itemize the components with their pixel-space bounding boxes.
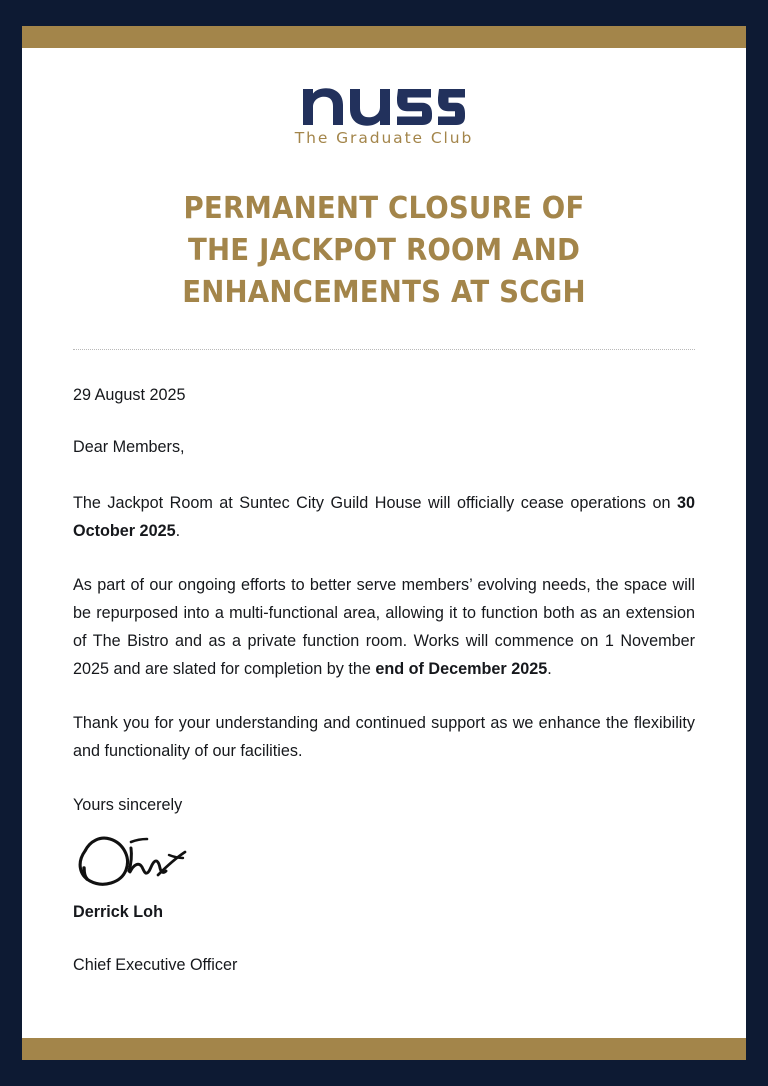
letter-date: 29 August 2025 — [73, 386, 186, 404]
letter-salutation: Dear Members, — [73, 438, 185, 456]
top-gold-accent-bar — [22, 26, 746, 48]
page-title-line-3: ENHANCEMENTS AT SCGH — [182, 275, 586, 310]
page-title-line-2: THE JACKPOT ROOM AND — [187, 233, 581, 268]
signer-title: Chief Executive Officer — [73, 956, 238, 974]
letter-page — [22, 26, 746, 1060]
letter-closing: Yours sincerely — [73, 796, 183, 814]
paragraph-2-text-lead: As part of our ongoing efforts to better serve members’ evolving needs, the space will be repurposed into a multi-functional area, allowing it to function both as an extension of The Bistro and as a private function room. Works will commence on 1 November 2025 and are slated for completion by the — [73, 576, 695, 678]
page-title-line-1: PERMANENT CLOSURE OF — [183, 191, 585, 226]
page-title — [106, 188, 662, 314]
page-content — [22, 48, 746, 1038]
completion-date-emphasis: end of December 2025 — [375, 660, 548, 678]
paragraph-2-text-tail: . — [547, 660, 552, 678]
nuss-logo — [22, 78, 746, 147]
closure-date-emphasis: 30 October 2025 — [73, 494, 695, 540]
logo-tagline: The Graduate Club — [294, 129, 474, 147]
letter-body — [73, 351, 695, 979]
paragraph-1-text-tail: . — [175, 522, 181, 540]
signer-name: Derrick Loh — [73, 903, 163, 921]
signature-image — [73, 831, 695, 893]
letter-paragraph-3: Thank you for your understanding and continued support as we enhance the flexibility and functionality of our facilities. — [73, 714, 695, 760]
nuss-wordmark-icon — [303, 78, 465, 126]
bottom-gold-accent-bar — [22, 1038, 746, 1060]
letter-paragraph-1 — [73, 489, 695, 545]
handwritten-signature-icon — [73, 831, 191, 891]
paragraph-1-text-lead: The Jackpot Room at Suntec City Guild House will officially cease operations on — [73, 494, 677, 512]
letter-paragraph-2 — [73, 571, 695, 683]
